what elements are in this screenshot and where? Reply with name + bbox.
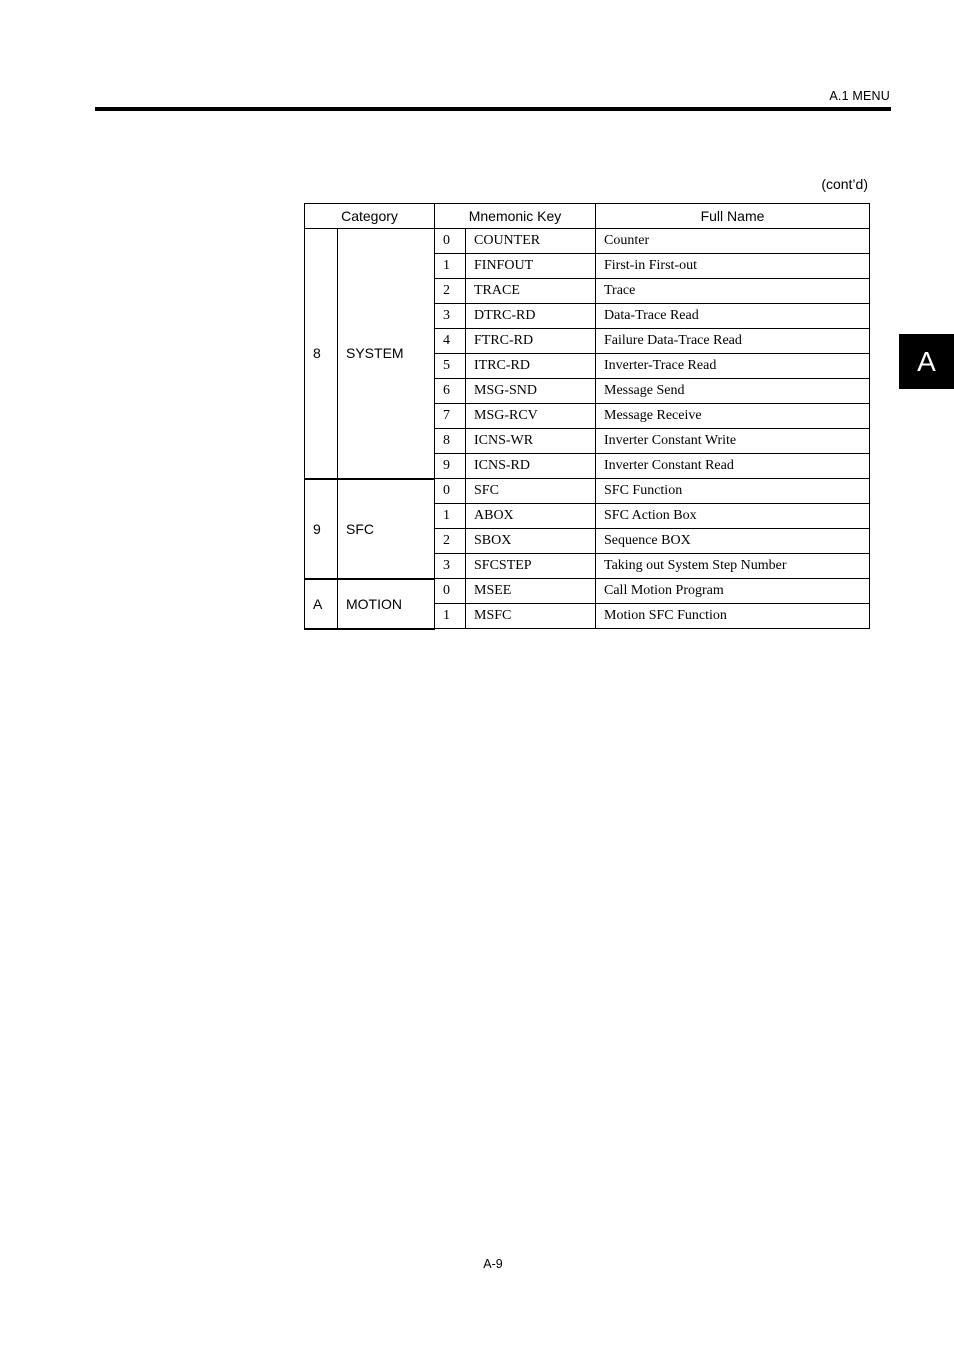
mnemonic: DTRC-RD — [466, 304, 596, 329]
full-name: First-in First-out — [596, 254, 870, 279]
table-row — [305, 229, 870, 254]
mnemonic: FTRC-RD — [466, 329, 596, 354]
column-header-mnemonic-key: Mnemonic Key — [435, 204, 596, 229]
full-name: SFC Action Box — [596, 504, 870, 529]
full-name: SFC Function — [596, 479, 870, 504]
key-number: 0 — [435, 479, 466, 504]
full-name: Inverter Constant Read — [596, 454, 870, 479]
mnemonic: MSG-RCV — [466, 404, 596, 429]
key-number: 4 — [435, 329, 466, 354]
page-number: A-9 — [483, 1257, 503, 1271]
category-number: 9 — [305, 479, 338, 579]
full-name: Trace — [596, 279, 870, 304]
key-number: 3 — [435, 304, 466, 329]
category-name: SFC — [338, 479, 435, 579]
header-rule — [95, 107, 891, 111]
column-header-category: Category — [305, 204, 435, 229]
full-name: Message Receive — [596, 404, 870, 429]
full-name: Call Motion Program — [596, 579, 870, 604]
mnemonic: ITRC-RD — [466, 354, 596, 379]
table-row — [305, 579, 870, 604]
key-number: 7 — [435, 404, 466, 429]
mnemonic: SFCSTEP — [466, 554, 596, 579]
full-name: Inverter-Trace Read — [596, 354, 870, 379]
mnemonic: SBOX — [466, 529, 596, 554]
continued-label: (cont’d) — [821, 176, 868, 192]
key-number: 1 — [435, 254, 466, 279]
key-number: 5 — [435, 354, 466, 379]
mnemonic: ABOX — [466, 504, 596, 529]
table-row — [305, 479, 870, 504]
key-number: 2 — [435, 279, 466, 304]
mnemonic: MSG-SND — [466, 379, 596, 404]
full-name: Failure Data-Trace Read — [596, 329, 870, 354]
key-number: 9 — [435, 454, 466, 479]
full-name: Data-Trace Read — [596, 304, 870, 329]
key-number: 6 — [435, 379, 466, 404]
mnemonic: FINFOUT — [466, 254, 596, 279]
category-name: SYSTEM — [338, 229, 435, 479]
running-head: A.1 MENU — [829, 89, 890, 103]
mnemonic: ICNS-RD — [466, 454, 596, 479]
full-name: Inverter Constant Write — [596, 429, 870, 454]
key-number: 0 — [435, 229, 466, 254]
mnemonic: MSEE — [466, 579, 596, 604]
full-name: Sequence BOX — [596, 529, 870, 554]
full-name: Counter — [596, 229, 870, 254]
category-number: A — [305, 579, 338, 629]
key-number: 0 — [435, 579, 466, 604]
mnemonic: COUNTER — [466, 229, 596, 254]
key-number: 1 — [435, 504, 466, 529]
column-header-full-name: Full Name — [596, 204, 870, 229]
table-header-row — [305, 204, 870, 229]
key-number: 1 — [435, 604, 466, 629]
mnemonic: ICNS-WR — [466, 429, 596, 454]
key-number: 2 — [435, 529, 466, 554]
full-name: Message Send — [596, 379, 870, 404]
mnemonic: MSFC — [466, 604, 596, 629]
key-number: 8 — [435, 429, 466, 454]
menu-table — [304, 203, 870, 630]
category-number: 8 — [305, 229, 338, 479]
full-name: Taking out System Step Number — [596, 554, 870, 579]
mnemonic: SFC — [466, 479, 596, 504]
table-body — [305, 229, 870, 629]
category-name: MOTION — [338, 579, 435, 629]
key-number: 3 — [435, 554, 466, 579]
full-name: Motion SFC Function — [596, 604, 870, 629]
mnemonic: TRACE — [466, 279, 596, 304]
section-tab: A — [899, 334, 954, 389]
